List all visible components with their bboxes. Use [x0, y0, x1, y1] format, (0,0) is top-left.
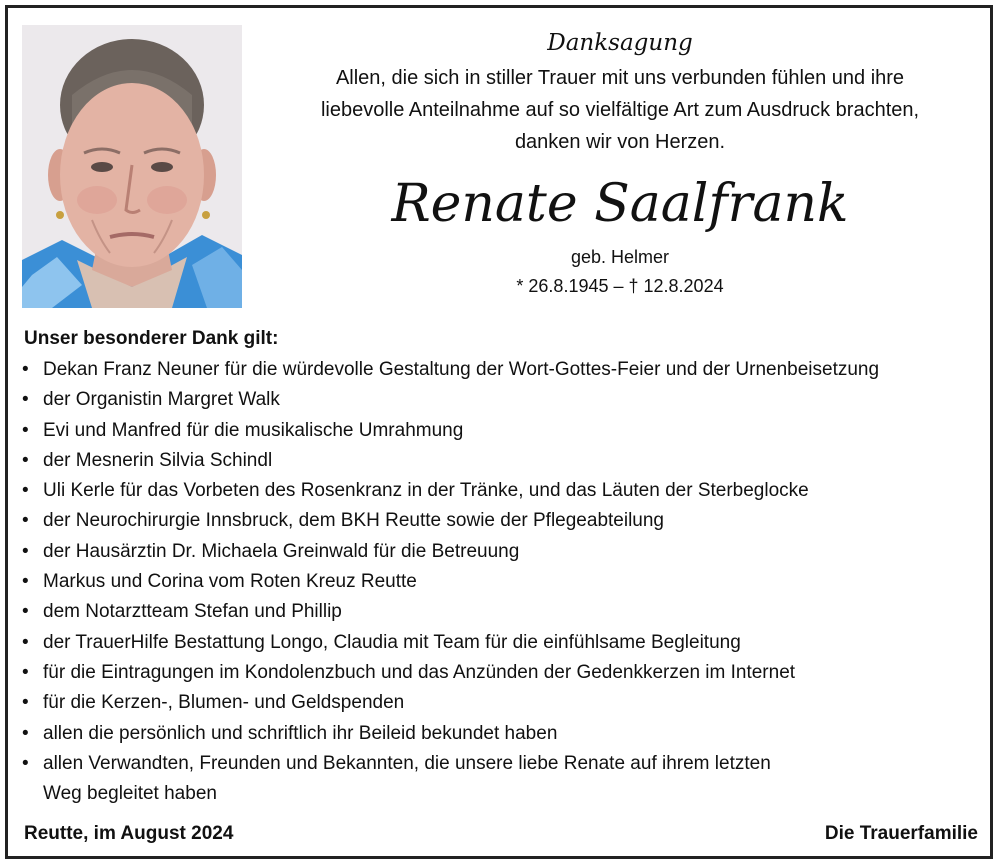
bullet-icon: •	[22, 722, 29, 744]
bullet-icon: •	[22, 480, 29, 502]
thanks-item	[22, 628, 972, 658]
thanks-item-text: allen Verwandten, Freunden und Bekannten, die unsere liebe Renate auf ihrem letzten	[43, 752, 771, 774]
thanks-item	[22, 537, 972, 567]
thanks-item	[22, 355, 972, 385]
thanks-item-text: der Organistin Margret Walk	[43, 389, 280, 411]
bullet-icon: •	[22, 661, 29, 683]
thanks-item-text: Markus und Corina vom Roten Kreuz Reutte	[43, 571, 417, 593]
thanks-item-text: dem Notarztteam Stefan und Phillip	[43, 601, 342, 623]
place-date: Reutte, im August 2024	[24, 823, 234, 844]
thanks-item-text: der TrauerHilfe Bestattung Longo, Claudia mit Team für die einfühlsame Begleitung	[43, 631, 741, 653]
thanks-item-text: der Hausärztin Dr. Michaela Greinwald für die Betreuung	[43, 540, 520, 562]
bullet-icon: •	[22, 692, 29, 714]
signature: Die Trauerfamilie	[824, 823, 978, 844]
bullet-icon: •	[22, 510, 29, 532]
bullet-icon: •	[22, 571, 29, 593]
intro-line-2: liebevolle Anteilnahme auf so vielfältige Art zum Ausdruck brachten,	[320, 99, 920, 121]
thanks-item	[22, 385, 972, 415]
thanks-item	[22, 567, 972, 597]
thanks-heading: Unser besonderer Dank gilt:	[24, 328, 279, 349]
portrait-photo	[22, 25, 242, 308]
bullet-icon: •	[22, 752, 29, 774]
thanks-item	[22, 658, 972, 688]
thanks-item-text: für die Kerzen-, Blumen- und Geldspenden	[43, 692, 405, 714]
bullet-icon: •	[22, 419, 29, 441]
maiden-name: geb. Helmer	[570, 247, 670, 267]
bullet-icon: •	[22, 389, 29, 411]
intro-line-3: danken wir von Herzen.	[514, 131, 726, 153]
thanks-item-text: der Mesnerin Silvia Schindl	[43, 449, 273, 471]
thanks-item-text: der Neurochirurgie Innsbruck, dem BKH Reutte sowie der Pflegeabteilung	[43, 510, 664, 532]
thanks-item	[22, 416, 972, 446]
bullet-icon: •	[22, 449, 29, 471]
intro-line-1: Allen, die sich in stiller Trauer mit uns verbunden fühlen und ihre	[335, 67, 905, 89]
thanks-item-text: Dekan Franz Neuner für die würdevolle Gestaltung der Wort-Gottes-Feier und der Urnenbeisetzung	[43, 359, 880, 380]
thanks-item-text: Uli Kerle für das Vorbeten des Rosenkranz in der Tränke, und das Läuten der Sterbeglocke	[43, 480, 809, 502]
thanks-item-text: Weg begleitet haben	[43, 783, 217, 805]
thanks-item	[22, 688, 972, 718]
thanks-item-text: allen die persönlich und schriftlich ihr Beileid bekundet haben	[43, 722, 558, 744]
bullet-icon: •	[22, 601, 29, 623]
bullet-icon: •	[22, 359, 29, 380]
notice-title: Danksagung	[547, 30, 693, 56]
thanks-item	[22, 446, 972, 476]
notice-header	[260, 28, 980, 300]
life-dates: * 26.8.1945 – † 12.8.2024	[516, 276, 724, 296]
thanks-item	[22, 719, 972, 749]
bullet-icon: •	[22, 540, 29, 562]
deceased-name: Renate Saalfrank	[391, 174, 849, 234]
thanks-item	[22, 597, 972, 627]
thanks-list	[22, 355, 972, 809]
bullet-icon: •	[22, 631, 29, 653]
thanks-item	[22, 476, 972, 506]
thanks-item	[22, 749, 972, 779]
thanks-item	[22, 506, 972, 536]
thanks-item-text: Evi und Manfred für die musikalische Umrahmung	[43, 419, 464, 441]
thanks-item-text: für die Eintragungen im Kondolenzbuch und das Anzünden der Gedenkkerzen im Internet	[43, 661, 796, 683]
thanks-item	[22, 779, 972, 809]
